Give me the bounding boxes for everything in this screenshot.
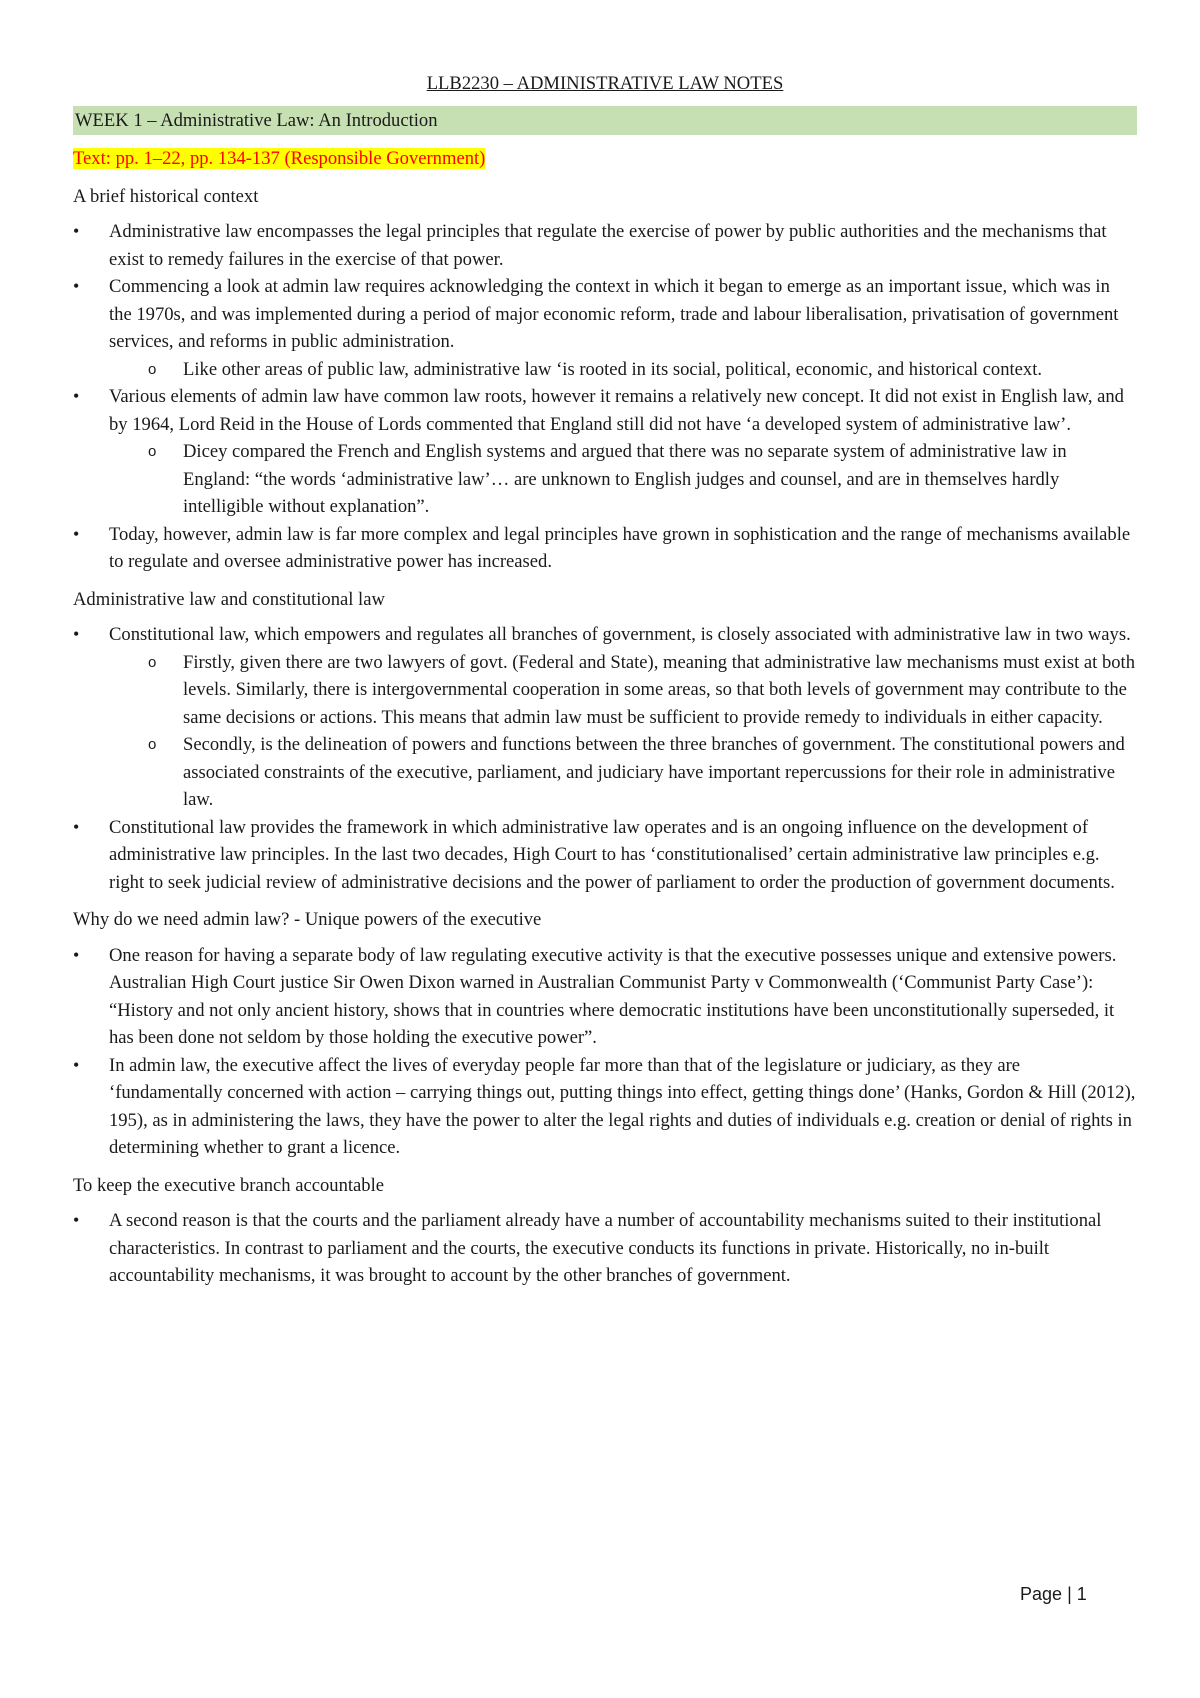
bullet-item xyxy=(73,521,1137,576)
sub-bullet-list xyxy=(109,649,1137,814)
bullet-item xyxy=(73,273,1137,383)
bullet-list xyxy=(73,942,1137,1162)
bullet-item xyxy=(73,621,1137,814)
bullet-text: Commencing a look at admin law requires acknowledging the context in which it began to emerge as an important issue, which was in the 1970s, and was implemented during a period of major economic reform, trade and labour liberalisation, privatisation of government services, and reforms in public administration. xyxy=(109,276,1119,352)
section-heading: Administrative law and constitutional law xyxy=(73,588,385,610)
document-title: LLB2230 – ADMINISTRATIVE LAW NOTES xyxy=(426,73,784,94)
document-page xyxy=(73,70,1137,1300)
page-separator: | xyxy=(1067,1584,1072,1604)
section-heading: Why do we need admin law? - Unique powers of the executive xyxy=(73,909,542,930)
sections-container xyxy=(73,183,1137,1290)
bullet-item xyxy=(73,1207,1137,1290)
sub-bullet-list xyxy=(109,356,1137,384)
sub-bullet-item: o Secondly, is the delineation of powers and functions between the three branches of government. The constitutional powers and associated constraints of the executive, parliament, and judiciary have important repercussions for their role in administrative law. xyxy=(146,731,1137,814)
bullet-list xyxy=(73,621,1137,896)
bullet-item xyxy=(73,218,1137,273)
bullet-item xyxy=(73,1052,1137,1162)
bullet-item xyxy=(73,383,1137,521)
text-reference xyxy=(73,145,1137,173)
bullet-item xyxy=(73,942,1137,1052)
sub-bullet-list xyxy=(109,438,1137,521)
page-label: Page xyxy=(1020,1584,1063,1604)
bullet-text: Today, however, admin law is far more complex and legal principles have grown in sophistication and the range of mechanisms available to regulate and oversee administrative power has increased. xyxy=(109,523,1131,572)
bullet-text: In admin law, the executive affect the lives of everyday people far more than that of the legislature or judiciary, as they are ‘fundamentally concerned with action – carrying things out, putting things into effect, getting things done’ (Hanks, Gordon & Hill (2012), 195), as in administering the laws, they have the power to alter the legal rights and duties of individuals e.g. creation or denial of rights in determining whether to grant a licence. xyxy=(109,1054,1136,1158)
bullet-text: Constitutional law provides the framework in which administrative law operates and is an ongoing influence on the development of administrative law principles. In the last two decades, High Court to has ‘constitutionalised’ certain administrative law principles e.g. right to seek judicial review of administrative decisions and the power of parliament to order the production of government documents. xyxy=(109,816,1115,893)
sub-bullet-item: o Firstly, given there are two lawyers of govt. (Federal and State), meaning that administrative law mechanisms must exist at both levels. Similarly, there is intergovernmental cooperation in some areas, so that both levels of government may contribute to the same decisions or actions. This means that admin law must be sufficient to provide remedy to individuals in either capacity. xyxy=(146,649,1137,732)
bullet-text: One reason for having a separate body of law regulating executive activity is that the executive possesses unique and extensive powers. Australian High Court justice Sir Owen Dixon warned in Australian Communist Party v Commonwealth (‘Communist Party Case’): “History and not only ancient history, shows that in countries where democratic institutions have been unconstitutionally superseded, it has been done not seldom by those holding the executive power”. xyxy=(109,944,1117,1048)
section-heading: To keep the executive branch accountable xyxy=(73,1174,385,1196)
week-heading: WEEK 1 – Administrative Law: An Introduction xyxy=(73,106,1137,136)
bullet-list xyxy=(73,1207,1137,1290)
bullet-text: Various elements of admin law have common law roots, however it remains a relatively new concept. It did not exist in English law, and by 1964, Lord Reid in the House of Lords commented that England still did not have ‘a developed system of administrative law’. xyxy=(109,386,1124,435)
text-reference-highlight: Text: pp. 1–22, pp. 134-137 (Responsible Government) xyxy=(73,148,486,169)
page-number: 1 xyxy=(1076,1584,1087,1604)
page-footer xyxy=(1020,1584,1087,1605)
bullet-text: A second reason is that the courts and the parliament already have a number of accountability mechanisms suited to their institutional characteristics. In contrast to parliament and the courts, the executive conducts its functions in private. Historically, no in-built accountability mechanisms, it was brought to account by the other branches of government. xyxy=(109,1210,1102,1286)
bullet-item xyxy=(73,814,1137,897)
bullet-text: Constitutional law, which empowers and regulates all branches of government, is closely associated with administrative law in two ways. xyxy=(109,624,1131,645)
sub-bullet-item: o Dicey compared the French and English systems and argued that there was no separate system of administrative law in England: “the words ‘administrative law’… are unknown to English judges and counsel, and are in themselves hardly intelligible without explanation”. xyxy=(146,438,1137,521)
sub-bullet-item: o Like other areas of public law, administrative law ‘is rooted in its social, political, economic, and historical context. xyxy=(146,356,1137,384)
bullet-list xyxy=(73,218,1137,576)
section-heading: A brief historical context xyxy=(73,185,259,207)
bullet-text: Administrative law encompasses the legal principles that regulate the exercise of power by public authorities and the mechanisms that exist to remedy failures in the exercise of that power. xyxy=(109,221,1107,270)
